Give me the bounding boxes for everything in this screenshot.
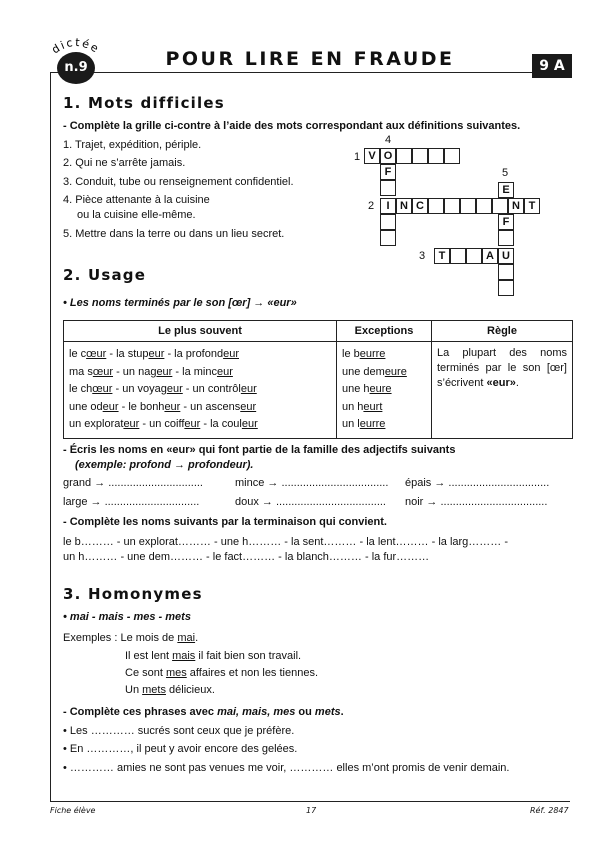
crossword-cell[interactable]: N bbox=[508, 198, 524, 214]
section-2-instruction-3: - Complète les noms suivants par la terminaison qui convient. bbox=[63, 516, 387, 528]
example-mai: Exemples : Le mois de mai. bbox=[63, 632, 199, 644]
table-header: Le plus souvent bbox=[64, 321, 337, 342]
crossword-cell[interactable] bbox=[492, 198, 508, 214]
crossword-cell[interactable] bbox=[498, 280, 514, 296]
crossword-cell[interactable]: U bbox=[498, 248, 514, 264]
sentence-3[interactable]: • ………… amies ne sont pas venues me voir, ………… elles m’ont promis de venir demain. bbox=[63, 762, 510, 774]
crossword-cell[interactable] bbox=[380, 214, 396, 230]
section-2-title: 2. Usage bbox=[63, 266, 147, 284]
section-1-title: 1. Mots difficiles bbox=[63, 94, 225, 112]
example-mes: Ce sont mes affaires et non les tiennes. bbox=[125, 667, 319, 679]
section-3-instruction: - Complète ces phrases avec mai, mais, mes ou mets. bbox=[63, 706, 344, 718]
crossword-cell[interactable] bbox=[412, 148, 428, 164]
table-row: le chœur - un voyageur - un contrôleur bbox=[69, 383, 257, 395]
crossword-cell[interactable]: N bbox=[396, 198, 412, 214]
crossword-cell[interactable]: F bbox=[498, 214, 514, 230]
definition-1: 1. Trajet, expédition, périple. bbox=[63, 139, 202, 151]
clue-number-1: 1 bbox=[354, 151, 361, 163]
section-3-subtitle: • mai - mais - mes - mets bbox=[63, 611, 191, 623]
example-mets: Un mets délicieux. bbox=[125, 684, 215, 696]
crossword-cell[interactable] bbox=[498, 230, 514, 246]
clue-number-4: 4 bbox=[385, 134, 392, 146]
adjective-mince[interactable]: mince → ................................... bbox=[235, 477, 389, 489]
crossword-cell[interactable] bbox=[396, 148, 412, 164]
table-row: une odeur - le bonheur - un ascenseur bbox=[69, 400, 257, 413]
table-cell-common bbox=[64, 342, 337, 439]
definition-2: 2. Qui ne s’arrête jamais. bbox=[63, 157, 186, 169]
crossword-cell[interactable]: C bbox=[412, 198, 428, 214]
usage-table bbox=[63, 320, 573, 439]
reference-number: Réf. 2847 bbox=[530, 806, 569, 815]
page-title: POUR LIRE EN FRAUDE bbox=[165, 48, 455, 70]
completion-line-1[interactable]: le b……… - un explorat……… - une h……… - la sent……… - la lent……… - la larg……… - bbox=[63, 536, 509, 548]
crossword-cell[interactable]: T bbox=[524, 198, 540, 214]
crossword-cell[interactable] bbox=[428, 198, 444, 214]
crossword-cell[interactable] bbox=[428, 148, 444, 164]
section-2-subtitle: • Les noms terminés par le son [œr] → «eur» bbox=[63, 297, 297, 309]
frame-bottom-line bbox=[50, 801, 570, 802]
definition-5: 5. Mettre dans la terre ou dans un lieu secret. bbox=[63, 228, 285, 240]
table-row: ma sœur - un nageur - la minceur bbox=[69, 365, 233, 378]
crossword-cell[interactable] bbox=[380, 180, 396, 196]
clue-number-2: 2 bbox=[368, 200, 375, 212]
crossword-cell[interactable]: A bbox=[482, 248, 498, 264]
definition-3: 3. Conduit, tube ou renseignement confidentiel. bbox=[63, 176, 294, 188]
exception-item: un heurt bbox=[342, 400, 383, 413]
section-1-instruction: - Complète la grille ci-contre à l’aide des mots correspondant aux définitions suivantes. bbox=[63, 120, 521, 132]
exception-item: une demeure bbox=[342, 365, 407, 378]
table-header: Exceptions bbox=[337, 321, 432, 342]
crossword-cell[interactable] bbox=[498, 264, 514, 280]
adjective-epais[interactable]: épais → ................................. bbox=[405, 477, 550, 489]
definition-4-continued: ou la cuisine elle-même. bbox=[77, 209, 196, 221]
adjective-large[interactable]: large → ............................... bbox=[63, 496, 200, 508]
frame-left-line bbox=[50, 72, 51, 802]
definition-4: 4. Pièce attenante à la cuisine bbox=[63, 194, 210, 206]
exception-item: une heure bbox=[342, 383, 392, 395]
table-cell-exceptions bbox=[337, 342, 432, 439]
section-3-title: 3. Homonymes bbox=[63, 585, 203, 603]
footer-label: Fiche élève bbox=[50, 806, 96, 815]
crossword-cell[interactable]: O bbox=[380, 148, 396, 164]
sentence-2[interactable]: • En …………, il peut y avoir encore des gelées. bbox=[63, 743, 298, 755]
table-cell-rule: La plupart des noms terminés par le son [œr] s’écrivent «eur». bbox=[432, 342, 573, 439]
clue-number-3: 3 bbox=[419, 250, 426, 262]
crossword-cell[interactable] bbox=[444, 148, 460, 164]
completion-line-2[interactable]: un h……… - une dem……… - le fact……… - la blanch……… - la fur……… bbox=[63, 551, 430, 563]
exception-item: un leurre bbox=[342, 418, 386, 430]
crossword-cell[interactable]: I bbox=[380, 198, 396, 214]
frame-top-line bbox=[50, 72, 570, 73]
page-number: 17 bbox=[306, 806, 317, 815]
crossword-cell[interactable] bbox=[476, 198, 492, 214]
section-2-example: (exemple: profond → profondeur). bbox=[75, 459, 254, 471]
sentence-1[interactable]: • Les ………… sucrés sont ceux que je préfère. bbox=[63, 725, 295, 737]
sheet-number-badge: 9 A bbox=[532, 54, 572, 78]
crossword-cell[interactable]: T bbox=[434, 248, 450, 264]
crossword-cell[interactable] bbox=[380, 230, 396, 246]
crossword-cell[interactable] bbox=[466, 248, 482, 264]
table-row: un explorateur - un coiffeur - la couleur bbox=[69, 418, 258, 430]
adjective-grand[interactable]: grand → ............................... bbox=[63, 477, 203, 489]
crossword-cell[interactable] bbox=[444, 198, 460, 214]
badge-word: dictée bbox=[49, 35, 103, 57]
adjective-noir[interactable]: noir → ................................... bbox=[405, 496, 548, 508]
example-mais: Il est lent mais il fait bien son travail. bbox=[125, 650, 302, 662]
crossword-cell[interactable] bbox=[460, 198, 476, 214]
section-2-instruction-2: - Écris les noms en «eur» qui font partie de la famille des adjectifs suivants bbox=[63, 444, 456, 456]
crossword-cell[interactable] bbox=[450, 248, 466, 264]
exception-item: le beurre bbox=[342, 348, 386, 360]
adjective-doux[interactable]: doux → .................................... bbox=[235, 496, 386, 508]
crossword-cell[interactable]: E bbox=[498, 182, 514, 198]
crossword-cell[interactable]: V bbox=[364, 148, 380, 164]
table-row: le cœur - la stupeur - la profondeur bbox=[69, 348, 239, 360]
clue-number-5: 5 bbox=[502, 167, 509, 179]
table-header: Règle bbox=[432, 321, 573, 342]
dictation-number-badge: n.9 bbox=[57, 52, 95, 84]
crossword-cell[interactable]: F bbox=[380, 164, 396, 180]
